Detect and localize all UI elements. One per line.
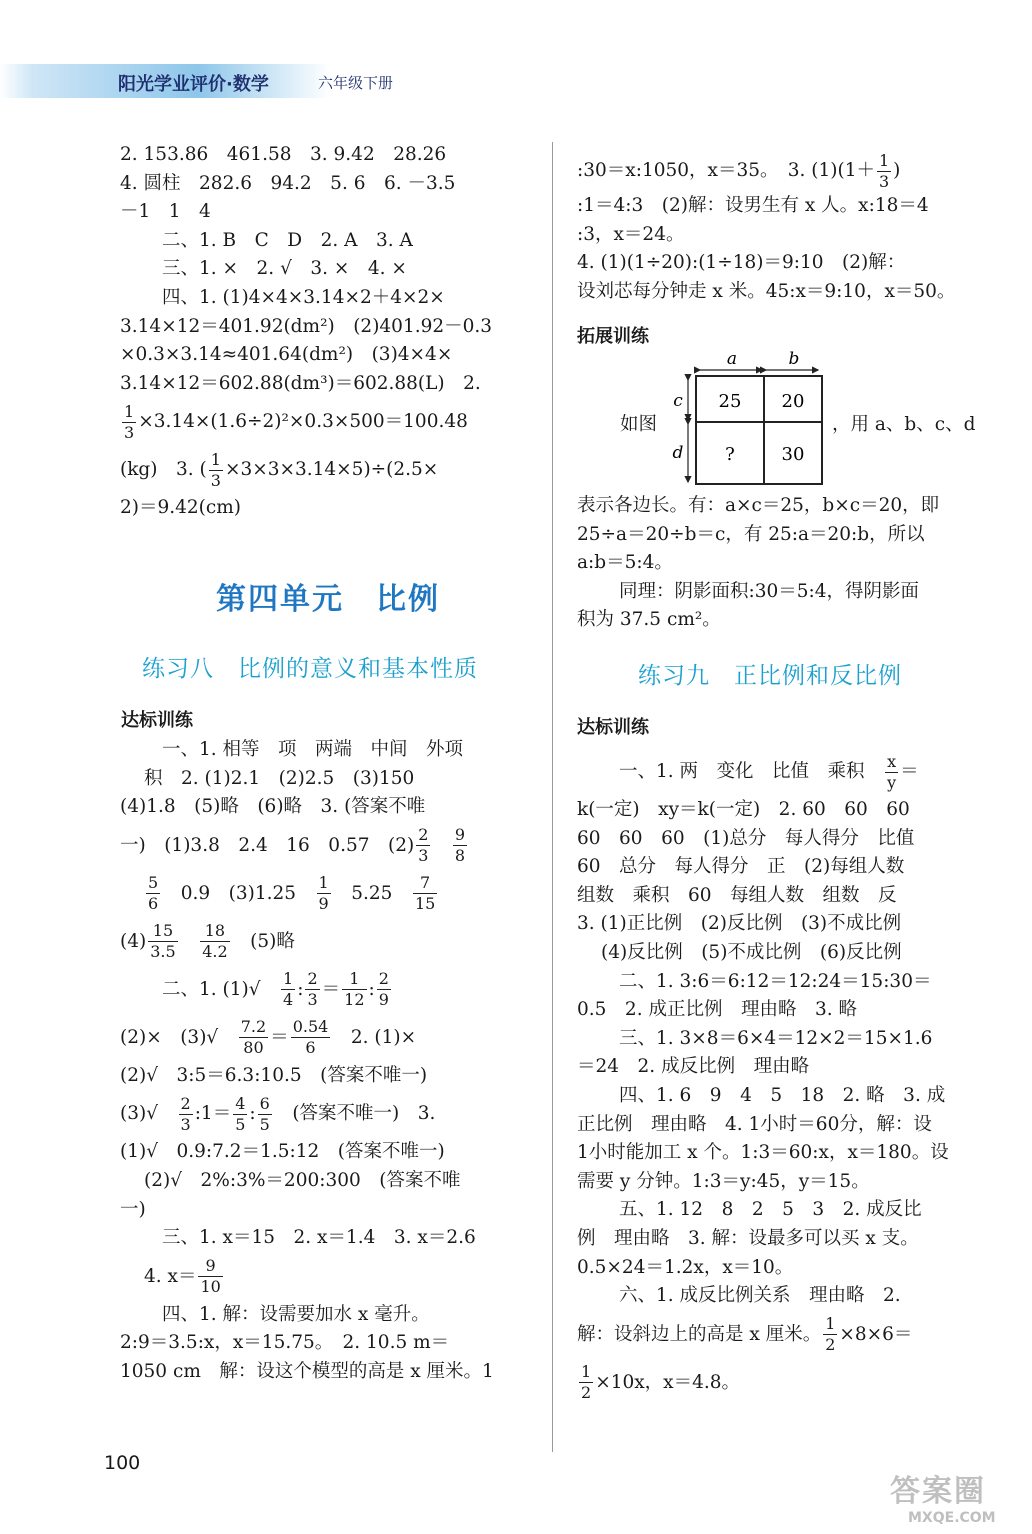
cell-top-right: 20 — [781, 391, 805, 412]
answer-line: －1 1 4 — [120, 201, 211, 223]
answer-line: 2. 153.86 461.58 3. 9.42 28.26 — [120, 144, 447, 165]
answer-line: :3，x＝24。 — [577, 223, 685, 245]
answer-line: 一) — [120, 1198, 146, 1220]
answer-line: 60 总分 每人得分 正 (2)每组人数 — [577, 856, 905, 878]
answer-line: $\frac{5}{6}$ 0.9 (3)1.25 $\frac{1}{9}$ 5.25 $\frac{7}{15}$ — [148, 873, 436, 914]
fraction: $\frac{1}{3}$ — [210, 449, 221, 490]
answer-line: 2:9＝3.5:x，x＝15.75。 2. 10.5 m＝ — [120, 1332, 450, 1354]
cell-top-left: 25 — [718, 391, 742, 412]
answer-line: (kg) 3. ( $\frac{1}{3}$ ×3×3×3.14×5)÷(2.5× — [120, 449, 439, 490]
answer-line: 表示各边长。有：a×c＝25，b×c＝20，即 — [577, 495, 940, 516]
unit-title: 第四单元 比例 — [216, 582, 440, 617]
answer-line: (2)× (3)√ $\frac{7.2}{80}$ ＝ $\frac{0.54}{6}$ 2. (1)× — [120, 1017, 417, 1058]
cell-bottom-left: ? — [725, 444, 735, 465]
left-answers-bottom — [120, 736, 540, 1387]
diagram-suffix: ，用 a、b、c、d — [832, 414, 976, 435]
answer-line: 设刘芯每分钟走 x 米。45:x＝9:10，x＝50。 — [577, 280, 956, 302]
right-answers-bottom — [577, 748, 997, 1407]
answer-line: 4. x＝ $\frac{9}{10}$ — [144, 1256, 221, 1297]
answer-line: (3)√ $\frac{2}{3}$ :1＝ $\frac{4}{5}$ : $\frac{6}{5}$ (答案不唯一) 3. — [120, 1093, 436, 1134]
answer-line: 四、1. 6 9 4 5 18 2. 略 3. 成 — [619, 1084, 946, 1106]
exercise-9-title: 练习九 正比例和反比例 — [638, 663, 902, 689]
right-answers-diagram-text — [577, 492, 997, 635]
answer-line: 一、1. 两 变化 比值 乘积 $\frac{x}{y}$ ＝ — [619, 751, 919, 792]
right-answers-top — [577, 150, 997, 306]
answer-line: 需要 y 分钟。1:3＝y:45，y＝15。 — [577, 1170, 870, 1192]
answer-line: 1050 cm 解：设这个模型的高是 x 厘米。1 — [120, 1360, 494, 1382]
answer-line: 正比例 理由略 4. 1小时＝60分，解：设 — [577, 1113, 932, 1135]
answer-line: :1＝4:3 (2)解：设男生有 x 人。x:18＝4 — [577, 195, 929, 216]
cell-bottom-right: 30 — [781, 444, 805, 465]
answer-line: 3.14×12＝602.88(dm³)＝602.88(L) 2. — [120, 372, 481, 394]
answer-line: 二、1. B C D 2. A 3. A — [162, 229, 413, 251]
answer-line: 60 60 60 (1)总分 每人得分 比值 — [577, 827, 915, 849]
answer-line: 积 2. (1)2.1 (2)2.5 (3)150 — [144, 767, 415, 789]
answer-line: ×0.3×3.14≈401.64(dm²) (3)4×4× — [120, 344, 453, 366]
label-d: d — [672, 443, 684, 463]
answer-line: ＝24 2. 成反比例 理由略 — [577, 1056, 810, 1078]
answer-line: 四、1. 解：设需要加水 x 毫升。 — [162, 1303, 430, 1325]
answer-line: (1)√ 0.9:7.2＝1.5:12 (答案不唯一) — [120, 1141, 445, 1163]
answer-line: 同理：阴影面积:30＝5:4，得阴影面 — [619, 580, 920, 602]
area-diagram — [666, 350, 836, 490]
label-c: c — [673, 391, 683, 411]
answer-line: (2)√ 2%:3%＝200:300 (答案不唯 — [144, 1169, 461, 1191]
exercise-8-title: 练习八 比例的意义和基本性质 — [142, 656, 478, 682]
section-heading: 达标训练 — [121, 710, 193, 731]
answer-line: 组数 乘积 60 每组人数 组数 反 — [577, 884, 897, 906]
answer-line: 三、1. 3×8＝6×4＝12×2＝15×1.6 — [619, 1027, 933, 1049]
answer-line: $\frac{1}{3}$ ×3.14×(1.6÷2)²×0.3×500＝100.48 — [124, 401, 468, 442]
answer-line: 一、1. 相等 项 两端 中间 外项 — [162, 739, 464, 760]
answer-line: 3.14×12＝401.92(dm²) (2)401.92－0.3 — [120, 315, 493, 337]
section-heading: 拓展训练 — [577, 326, 649, 347]
answer-line: 三、1. × 2. √ 3. × 4. × — [162, 258, 407, 280]
answer-line: 二、1. (1)√ $\frac{1}{4}$ : $\frac{2}{3}$ ＝ $\frac{1}{12}$ : $\frac{2}{9}$ — [162, 969, 389, 1010]
site-watermark: 答案圈 MXQE.COM — [890, 1474, 996, 1526]
answer-line: 一) (1)3.8 2.4 16 0.57 (2) $\frac{2}{3}$ $\frac{9}{8}$ — [120, 825, 466, 866]
book-grade: 六年级下册 — [318, 74, 394, 92]
answer-line: :30＝x:1050，x＝35。 3. (1)(1＋ $\frac{1}{3}$ ) — [577, 150, 901, 191]
answer-line: 例 理由略 3. 解：设最多可以买 x 支。 — [577, 1227, 919, 1249]
answer-line: 四、1. (1)4×4×3.14×2＋4×2× — [162, 286, 445, 308]
answer-line: 六、1. 成反比例关系 理由略 2. — [619, 1285, 901, 1307]
answer-line: k(一定) xy＝k(一定) 2. 60 60 60 — [577, 799, 910, 820]
diagram-intro: 如图 — [620, 414, 658, 435]
answer-line: (4)1.8 (5)略 (6)略 3. (答案不唯 — [120, 796, 426, 818]
answer-line: 三、1. x＝15 2. x＝1.4 3. x＝2.6 — [162, 1227, 476, 1249]
label-a: a — [726, 350, 738, 369]
answer-line: 二、1. 3:6＝6:12＝12:24＝15:30＝ — [619, 970, 932, 992]
answer-line: 0.5 2. 成正比例 理由略 3. 略 — [577, 999, 857, 1021]
fraction: $\frac{1}{3}$ — [124, 401, 135, 442]
column-divider — [552, 142, 553, 1452]
label-b: b — [788, 350, 800, 369]
answer-line: 积为 37.5 cm²。 — [577, 609, 721, 631]
answer-line: 解：设斜边上的高是 x 厘米。 $\frac{1}{2}$ ×8×6＝ — [577, 1314, 913, 1355]
answer-line: 2)＝9.42(cm) — [120, 497, 242, 519]
answer-line: (4)反比例 (5)不成比例 (6)反比例 — [601, 941, 902, 963]
answer-line: $\frac{1}{2}$ ×10x，x＝4.8。 — [581, 1362, 741, 1403]
answer-line: a:b＝5:4。 — [577, 552, 673, 574]
section-heading: 达标训练 — [577, 717, 649, 738]
answer-line: 1小时能加工 x 个。1:3＝60:x，x＝180。设 — [577, 1142, 949, 1164]
page-number: 100 — [104, 1452, 141, 1474]
answer-line: 4. (1)(1÷20):(1÷18)＝9:10 (2)解： — [577, 252, 906, 274]
left-answers-top — [120, 141, 540, 523]
answer-line: 25÷a＝20÷b＝c，有 25:a＝20:b，所以 — [577, 523, 925, 545]
answer-line: 3. (1)正比例 (2)反比例 (3)不成比例 — [577, 913, 902, 935]
answer-line: 0.5×24＝1.2x，x＝10。 — [577, 1256, 794, 1278]
answer-line: (2)√ 3:5＝6.3:10.5 (答案不唯一) — [120, 1064, 428, 1086]
answer-line: 五、1. 12 8 2 5 3 2. 成反比 — [619, 1199, 922, 1221]
book-title: 阳光学业评价·数学 — [118, 74, 269, 95]
answer-line: (4) $\frac{15}{3.5}$ $\frac{18}{4.2}$ (5)略 — [120, 921, 295, 962]
answer-line: 4. 圆柱 282.6 94.2 5. 6 6. －3.5 — [120, 172, 456, 194]
